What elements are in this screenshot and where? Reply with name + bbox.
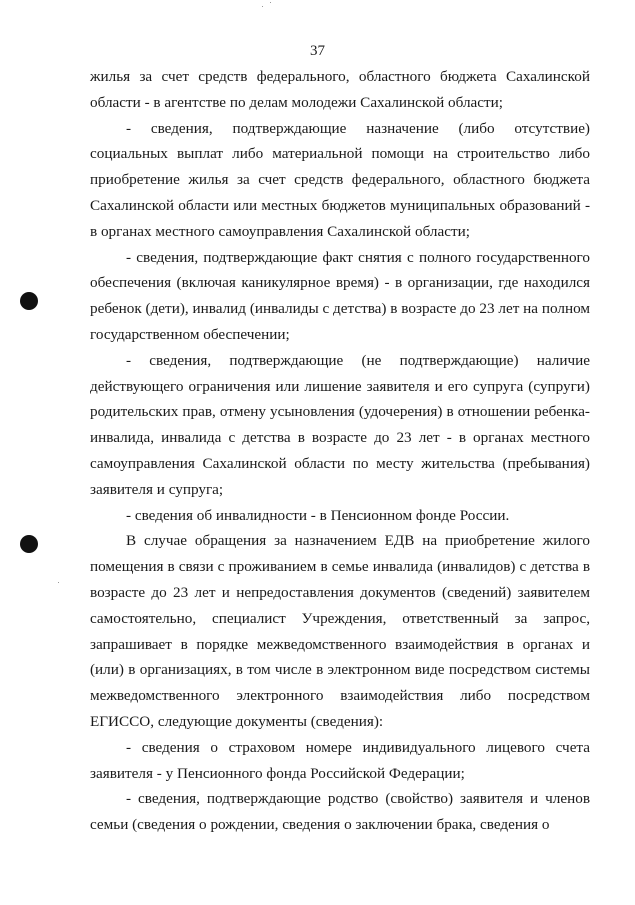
paragraph: - сведения, подтверждающие (не подтверждающие) наличие действующего ограничения или лишение заявителя и его супруга (супруги) родительских прав, отмену усыновления (удочерения) в отношении ребенка-инвалида, инвалида с детства в возрасте до 23 лет - в органах местного самоуправления Сахалинской области по месту жительства (пребывания) заявителя и супруга;	[90, 351, 590, 498]
scan-speck	[262, 6, 263, 7]
paragraph: жилья за счет средств федерального, областного бюджета Сахалинской области - в агентстве по делам молодежи Сахалинской области;	[90, 68, 590, 111]
paragraph: - сведения о страховом номере индивидуального лицевого счета заявителя - у Пенсионного фонда Российской Федерации;	[90, 738, 590, 782]
paragraph: В случае обращения за назначением ЕДВ на приобретение жилого помещения в связи с проживанием в семье инвалида (инвалидов) с детства в возрасте до 23 лет и непредоставления документов (сведений) заявителем самостоятельно, специалист Учреждения, ответственный за запрос, запрашивает в порядке межведомственного взаимодействия в органах и (или) в организациях, в том числе в электронном виде посредством системы межведомственного электронного взаимодействия либо посредством ЕГИССО, следующие документы (сведения):	[90, 532, 590, 730]
scan-speck	[270, 2, 271, 3]
paragraph: - сведения об инвалидности - в Пенсионном фонде России.	[126, 506, 510, 524]
page-number: 37	[310, 43, 325, 59]
punch-hole-mark	[20, 292, 38, 310]
document-body	[90, 64, 590, 838]
paragraph: - сведения, подтверждающие факт снятия с полного государственного обеспечения (включая каникулярное время) - в организации, где находился ребенок (дети), инвалид (инвалиды с детства) в возрасте до 23 лет на полном государственном обеспечении;	[90, 248, 590, 343]
scan-speck	[58, 582, 59, 583]
paragraph: - сведения, подтверждающие назначение (либо отсутствие) социальных выплат либо материальной помощи на строительство либо приобретение жилья за счет средств федерального, областного бюджета Сахалинской области или местных бюджетов муниципальных образований - в органах местного самоуправления Сахалинской области;	[90, 119, 590, 240]
punch-hole-mark	[20, 535, 38, 553]
paragraph: - сведения, подтверждающие родство (свойство) заявителя и членов семьи (сведения о рождении, сведения о заключении брака, сведения о	[90, 790, 590, 834]
